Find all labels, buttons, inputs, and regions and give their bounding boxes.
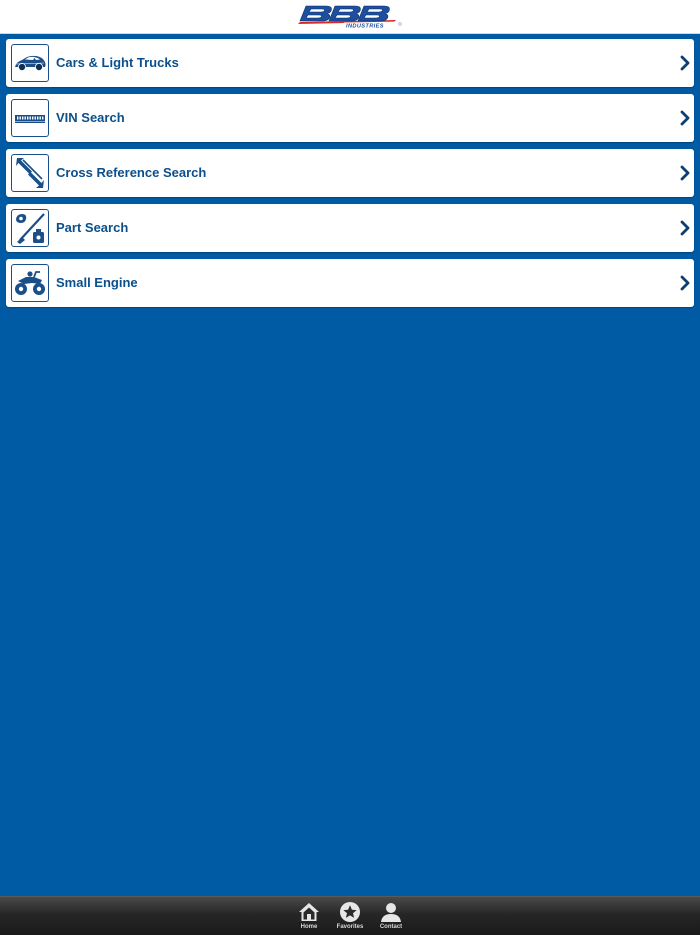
part-search-icon xyxy=(11,209,49,247)
tab-favorites[interactable] xyxy=(330,901,370,933)
menu-item-label: Cars & Light Trucks xyxy=(56,55,179,70)
tab-contact[interactable] xyxy=(371,901,411,933)
bbb-industries-logo xyxy=(296,3,406,29)
menu-item-cross-reference-search[interactable] xyxy=(6,149,694,197)
atv-icon xyxy=(11,264,49,302)
app-header xyxy=(0,0,700,34)
chevron-right-icon xyxy=(680,55,690,71)
cross-reference-arrows-icon xyxy=(11,154,49,192)
menu-item-small-engine[interactable] xyxy=(6,259,694,307)
person-icon xyxy=(380,901,402,923)
chevron-right-icon xyxy=(680,220,690,236)
chevron-right-icon xyxy=(680,275,690,291)
tab-label: Home xyxy=(300,924,318,930)
tab-home[interactable] xyxy=(289,901,329,933)
chevron-right-icon xyxy=(680,110,690,126)
main-menu-list xyxy=(6,39,694,314)
bottom-tab-bar xyxy=(0,896,700,935)
menu-item-label: Small Engine xyxy=(56,275,138,290)
tab-label: Contact xyxy=(379,924,403,930)
tab-label: Favorites xyxy=(336,924,364,930)
car-icon xyxy=(11,44,49,82)
home-icon xyxy=(298,901,320,923)
vin-plate-icon xyxy=(11,99,49,137)
star-icon xyxy=(339,901,361,923)
chevron-right-icon xyxy=(680,165,690,181)
logo-text: INDUSTRIES xyxy=(346,23,384,29)
menu-item-cars-light-trucks[interactable] xyxy=(6,39,694,87)
menu-item-vin-search[interactable] xyxy=(6,94,694,142)
menu-item-label: VIN Search xyxy=(56,110,125,125)
menu-item-label: Cross Reference Search xyxy=(56,165,207,180)
menu-item-label: Part Search xyxy=(56,220,129,235)
menu-item-part-search[interactable] xyxy=(6,204,694,252)
